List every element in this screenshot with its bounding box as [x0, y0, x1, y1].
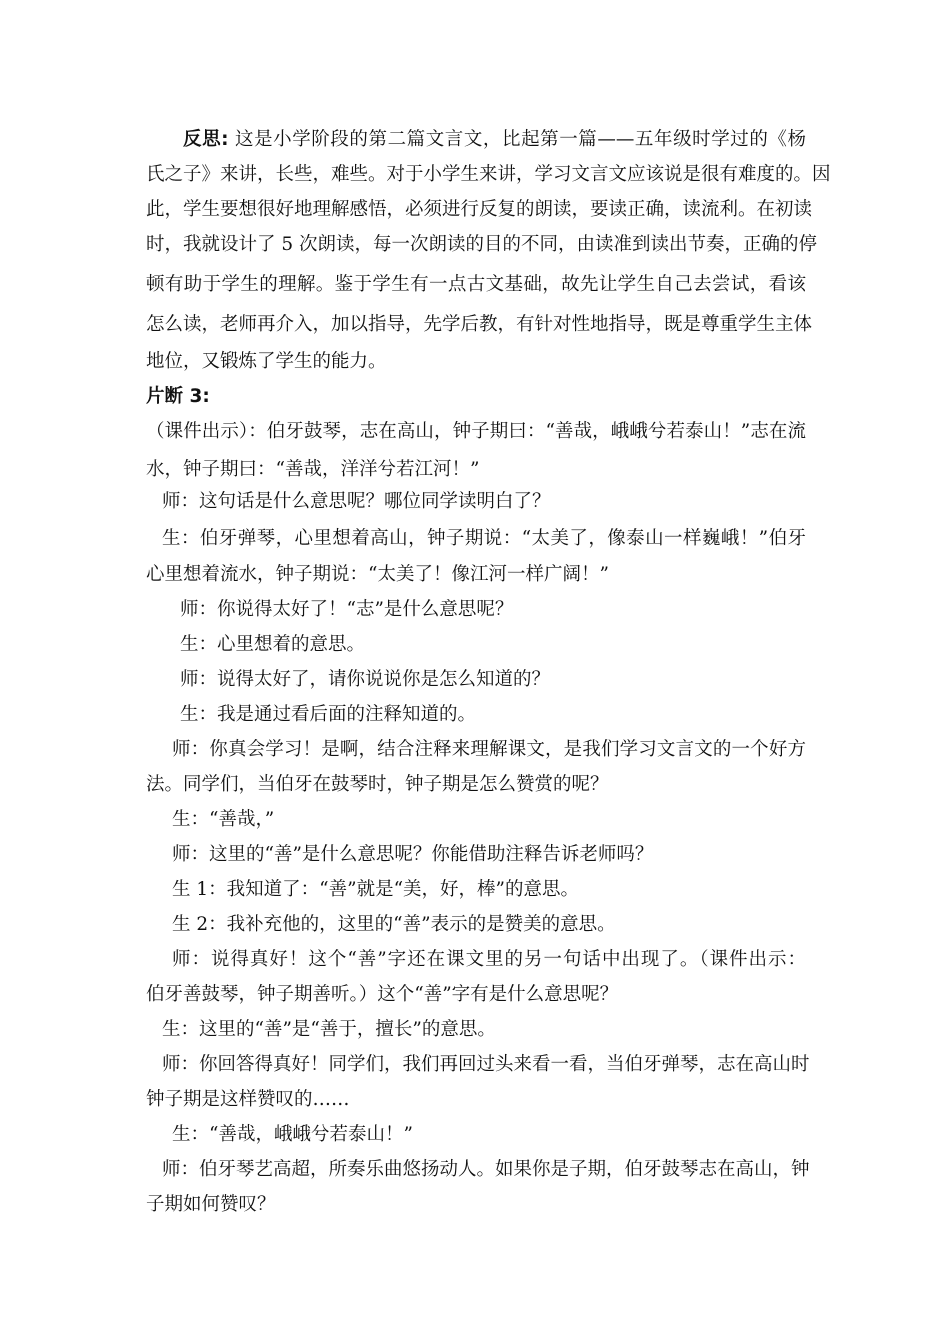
dialogue-line: 子期如何赞叹？	[146, 1194, 276, 1215]
dialogue-line: 心里想着流水，钟子期说：“太美了！像江河一样广阔！”	[146, 564, 609, 585]
dialogue-line: 师：伯牙琴艺高超，所奏乐曲悠扬动人。如果你是子期，伯牙鼓琴志在高山，钟	[162, 1159, 810, 1180]
dialogue-line: 伯牙善鼓琴，钟子期善听。）这个“善”字有是什么意思呢？	[146, 984, 619, 1005]
dialogue-line: 生：“善哉，峨峨兮若泰山！”	[172, 1124, 413, 1145]
dialogue-line: 师：你真会学习！是啊，结合注释来理解课文，是我们学习文言文的一个好方	[172, 739, 806, 760]
dialogue-line: 水，钟子期曰：“善哉，洋洋兮若江河！”	[146, 459, 480, 480]
dialogue-line: 师：说得真好！这个“善”字还在课文里的另一句话中出现了。（课件出示：	[172, 949, 806, 970]
paragraph-line: 怎么读，老师再介入，加以指导，先学后教，有针对性地指导，既是尊重学生主体	[146, 314, 813, 335]
dialogue-line: （课件出示）：伯牙鼓琴，志在高山，钟子期曰：“善哉，峨峨兮若泰山！”志在流	[146, 421, 806, 442]
dialogue-line: 生：这里的“善”是“善于，擅长”的意思。	[162, 1019, 496, 1040]
dialogue-line: 师：这句话是什么意思呢？哪位同学读明白了？	[162, 491, 551, 512]
dialogue-line: 生：我是通过看后面的注释知道的。	[180, 704, 477, 725]
dialogue-line: 师：这里的“善”是什么意思呢？你能借助注释告诉老师吗？	[172, 844, 654, 865]
dialogue-line: 师：你说得太好了！“志”是什么意思呢？	[180, 599, 514, 620]
fragment-title: 片断 3:	[146, 386, 210, 407]
dialogue-line: 生 2：我补充他的，这里的“善”表示的是赞美的意思。	[172, 914, 616, 935]
dialogue-line: 生：伯牙弹琴，心里想着高山，钟子期说：“太美了，像泰山一样巍峨！”伯牙	[162, 528, 806, 549]
paragraph-line: 此，学生要想很好地理解感悟，必须进行反复的朗读，要读正确，读流利。在初读	[146, 199, 813, 220]
reflection-first-line	[183, 128, 806, 152]
dialogue-line: 法。同学们，当伯牙在鼓琴时，钟子期是怎么赞赏的呢？	[146, 774, 609, 795]
dialogue-line: 生：“善哉，”	[172, 809, 275, 830]
dialogue-line: 师：你回答得真好！同学们，我们再回过头来看一看，当伯牙弹琴，志在高山时	[162, 1054, 810, 1075]
paragraph-line: 地位，又锻炼了学生的能力。	[146, 351, 387, 372]
reflection-label: 反思:	[183, 129, 229, 150]
reflection-text: 这是小学阶段的第二篇文言文，比起第一篇——五年级时学过的《杨	[228, 129, 806, 150]
paragraph-line: 顿有助于学生的理解。鉴于学生有一点古文基础，故先让学生自己去尝试，看该	[146, 274, 806, 295]
paragraph-line: 时，我就设计了 5 次朗读，每一次朗读的目的不同，由读准到读出节奏，正确的停	[146, 234, 818, 255]
dialogue-line: 师：说得太好了，请你说说你是怎么知道的？	[180, 669, 551, 690]
dialogue-line: 生：心里想着的意思。	[180, 634, 366, 655]
paragraph-line: 氏之子》来讲，长些，难些。对于小学生来讲，学习文言文应该说是很有难度的。因	[146, 164, 831, 185]
dialogue-line: 钟子期是这样赞叹的……	[146, 1089, 350, 1110]
dialogue-line: 生 1：我知道了：“善”就是“美，好，棒”的意思。	[172, 879, 579, 900]
